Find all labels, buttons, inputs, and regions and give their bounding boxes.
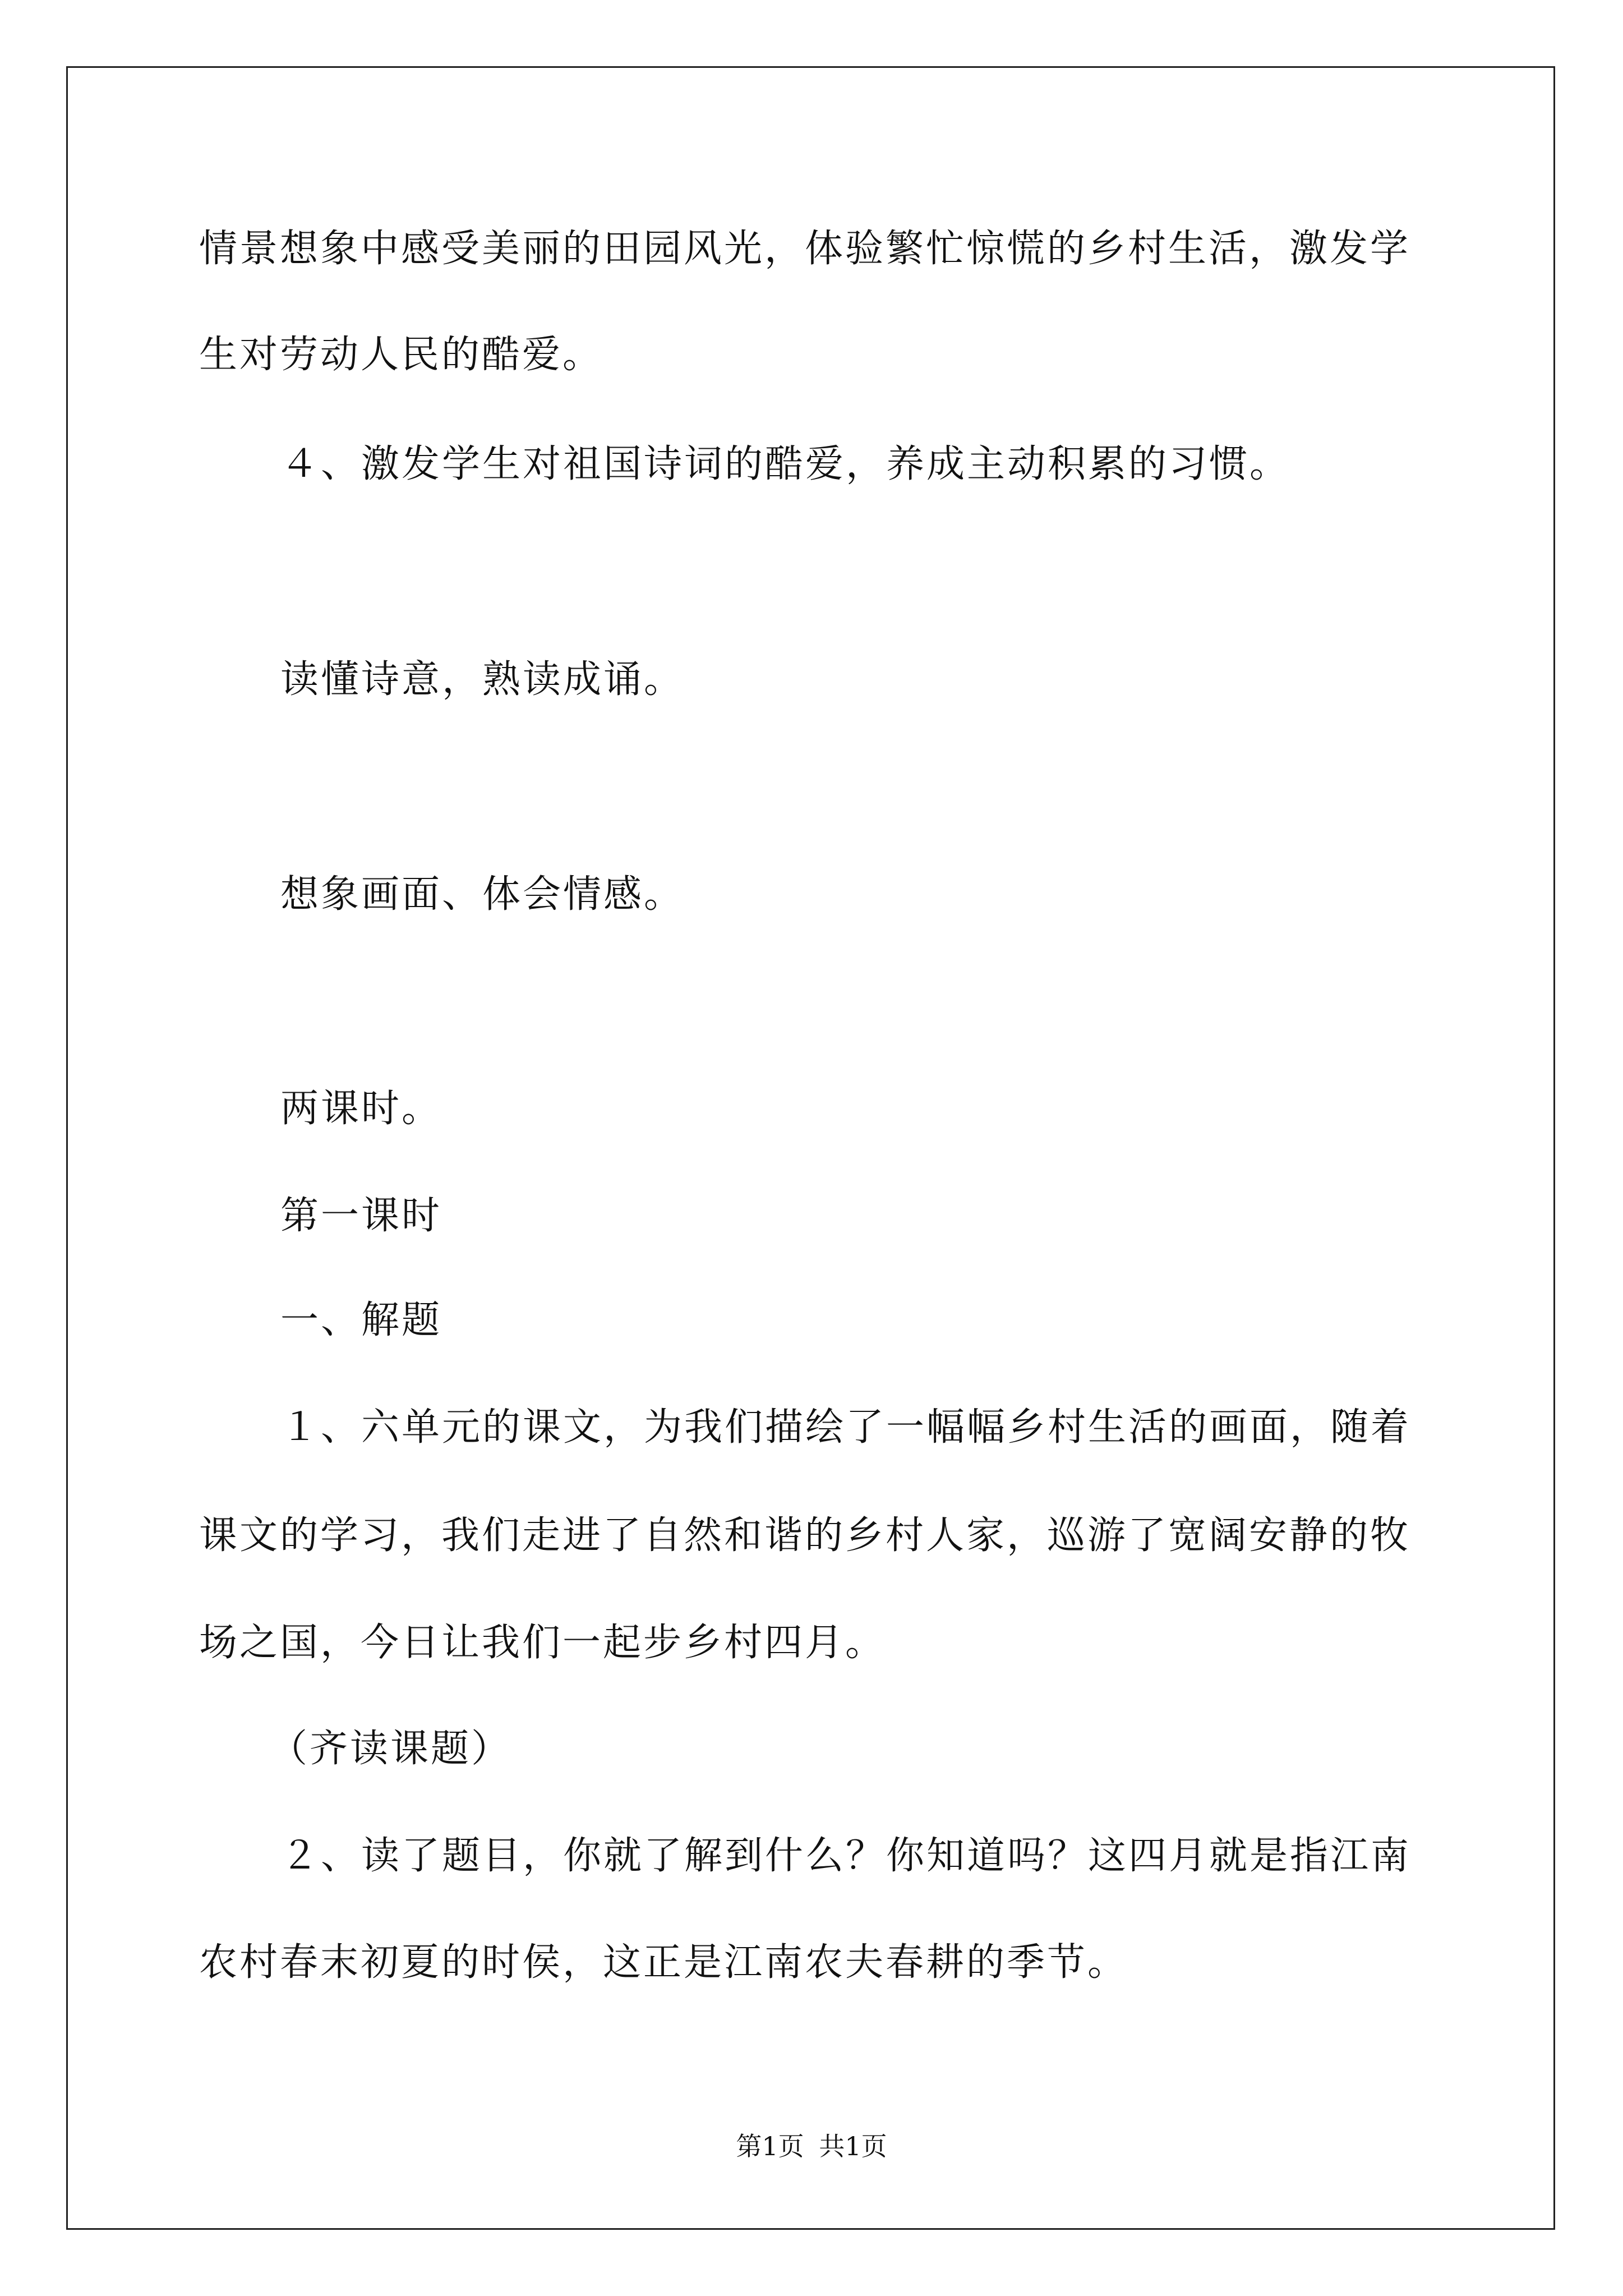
text-line: 读懂诗意，熟读成诵。 [280,657,685,702]
text-line: 场之国，今日让我们一起步乡村四月。 [199,1621,886,1665]
text-line: （齐读课题） [269,1727,512,1771]
text-line: 情景想象中感受美丽的田园风光，体验繁忙惊慌的乡村生活，激发学 [199,227,1411,271]
text-line: 课文的学习，我们走进了自然和谐的乡村人家，巡游了宽阔安静的牧 [199,1513,1411,1558]
page-border [66,66,1555,2230]
text-line: 想象画面、体会情感。 [280,872,685,917]
text-line: 生对劳动人民的酷爱。 [199,333,603,377]
text-line: ２、读了题目，你就了解到什么？你知道吗？这四月就是指江南 [280,1834,1412,1878]
page-number: 第1页 [736,2131,804,2161]
text-line: 第一课时 [280,1194,442,1238]
text-line: ４、激发学生对祖国诗词的酷爱，养成主动积累的习惯。 [280,442,1290,486]
page-total: 共1页 [819,2131,887,2161]
text-line: 两课时。 [280,1087,442,1131]
page-footer [0,2129,1623,2163]
text-line: １、六单元的课文，为我们描绘了一幅幅乡村生活的画面，随着 [280,1405,1412,1450]
text-line: 一、解题 [280,1298,442,1342]
text-line: 农村春末初夏的时侯，这正是江南农夫春耕的季节。 [199,1940,1128,1985]
